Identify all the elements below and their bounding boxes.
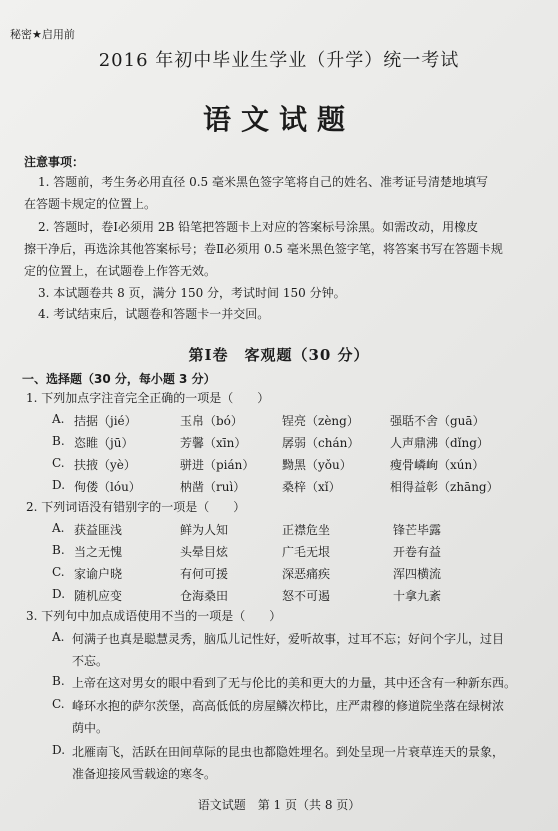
option-item: 获益匪浅 (74, 523, 123, 537)
q2-stem: 2. 下列词语没有错别字的一项是（ ） (26, 500, 246, 514)
option-item: 相得益彰（zhāng） (390, 480, 499, 494)
option-label: D. (52, 587, 66, 601)
option-item: 人声鼎沸（dǐng） (390, 436, 489, 450)
q3-stem: 3. 下列句中加点成语使用不当的一项是（ ） (26, 609, 282, 623)
note-line: 定的位置上，在试题卷上作答无效。 (24, 264, 217, 278)
option-item: 芳馨（xīn） (180, 436, 247, 450)
note-line: 擦干净后，再选涂其他答案标号；卷Ⅱ必须用 0.5 毫米黑色签字笔，将答案书写在答题卡规 (24, 242, 503, 256)
note-line: 在答题卡规定的位置上。 (24, 197, 157, 211)
option-item: 鲜为人知 (180, 523, 229, 537)
option-item: 正襟危坐 (282, 523, 331, 537)
section-title: 第Ⅰ卷 客观题（30 分） (188, 346, 370, 364)
option-line: 上帝在这对男女的眼中看到了无与伦比的美和更大的力量，其中还含有一种新东西。 (72, 676, 517, 690)
option-item: 开卷有益 (393, 545, 442, 559)
option-item: 强聒不舍（guā） (390, 414, 485, 428)
option-item: 拮据（jié） (74, 414, 137, 428)
option-item: 当之无愧 (74, 545, 123, 559)
note-line: 1. 答题前，考生务必用直径 0.5 毫米黑色签字笔将自己的姓名、准考证号清楚地填写 (38, 175, 488, 189)
option-label: A. (52, 521, 65, 535)
exam-title: 2016 年初中毕业生学业（升学）统一考试 (98, 50, 460, 71)
note-line: 3. 本试题卷共 8 页，满分 150 分，考试时间 150 分钟。 (38, 286, 346, 300)
option-label: C. (52, 565, 65, 579)
option-label: B. (52, 434, 65, 448)
option-label: D. (52, 478, 66, 492)
option-item: 玉帛（bó） (180, 414, 243, 428)
option-item: 家谕户晓 (74, 567, 123, 581)
secret-label: 秘密★启用前 (10, 28, 75, 41)
note-line: 4. 考试结束后，试题卷和答题卡一并交回。 (38, 307, 270, 321)
option-item: 有何可援 (180, 567, 229, 581)
option-item: 仓海桑田 (180, 589, 229, 603)
option-line: 不忘。 (72, 654, 109, 668)
option-item: 怒不可遏 (282, 589, 331, 603)
option-label: C. (52, 697, 65, 711)
option-item: 十拿九紊 (393, 589, 442, 603)
option-label: A. (52, 412, 65, 426)
option-item: 恣睢（jū） (74, 436, 134, 450)
option-label: B. (52, 674, 65, 688)
option-item: 枘凿（ruì） (180, 480, 246, 494)
option-item: 扶掖（yè） (74, 458, 136, 472)
option-item: 随机应变 (74, 589, 123, 603)
option-label: D. (52, 743, 66, 757)
option-item: 头晕目炫 (180, 545, 229, 559)
option-item: 佝偻（lóu） (74, 480, 141, 494)
q1-stem: 1. 下列加点字注音完全正确的一项是（ ） (26, 391, 270, 405)
option-line: 荫中。 (72, 721, 109, 735)
option-line: 北雁南飞，活跃在田间草际的昆虫也都隐姓埋名。到处呈现一片衰草连天的景象， (72, 745, 505, 759)
option-item: 锃亮（zèng） (282, 414, 359, 428)
option-item: 孱弱（chán） (282, 436, 360, 450)
option-item: 锋芒毕露 (393, 523, 442, 537)
option-label: B. (52, 543, 65, 557)
option-line: 准备迎接风雪载途的寒冬。 (72, 767, 217, 781)
option-item: 骈进（pián） (180, 458, 255, 472)
page-footer: 语文试题 第 1 页（共 8 页） (197, 798, 361, 812)
option-line: 何满子也真是聪慧灵秀，脑瓜儿记性好，爱听故事，过耳不忘；好问个字儿，过目 (72, 632, 505, 646)
option-item: 广毛无垠 (282, 545, 331, 559)
option-item: 桑梓（xǐ） (282, 480, 341, 494)
option-label: C. (52, 456, 65, 470)
option-label: A. (52, 630, 65, 644)
part-heading: 一、选择题（30 分，每小题 3 分） (22, 372, 216, 386)
option-item: 黝黑（yǒu） (282, 458, 352, 472)
notes-heading: 注意事项： (24, 155, 85, 169)
note-line: 2. 答题时，卷Ⅰ必须用 2B 铅笔把答题卡上对应的答案标号涂黑。如需改动，用橡皮 (38, 220, 479, 234)
option-line: 峰环水抱的萨尔茨堡，高高低低的房屋鳞次栉比，庄严肃穆的修道院坐落在绿树浓 (72, 699, 505, 713)
subject-title: 语文试题 (202, 103, 355, 136)
option-item: 深恶痛疾 (282, 567, 331, 581)
option-item: 浑四横流 (393, 567, 442, 581)
option-item: 瘦骨嶙峋（xún） (390, 458, 485, 472)
